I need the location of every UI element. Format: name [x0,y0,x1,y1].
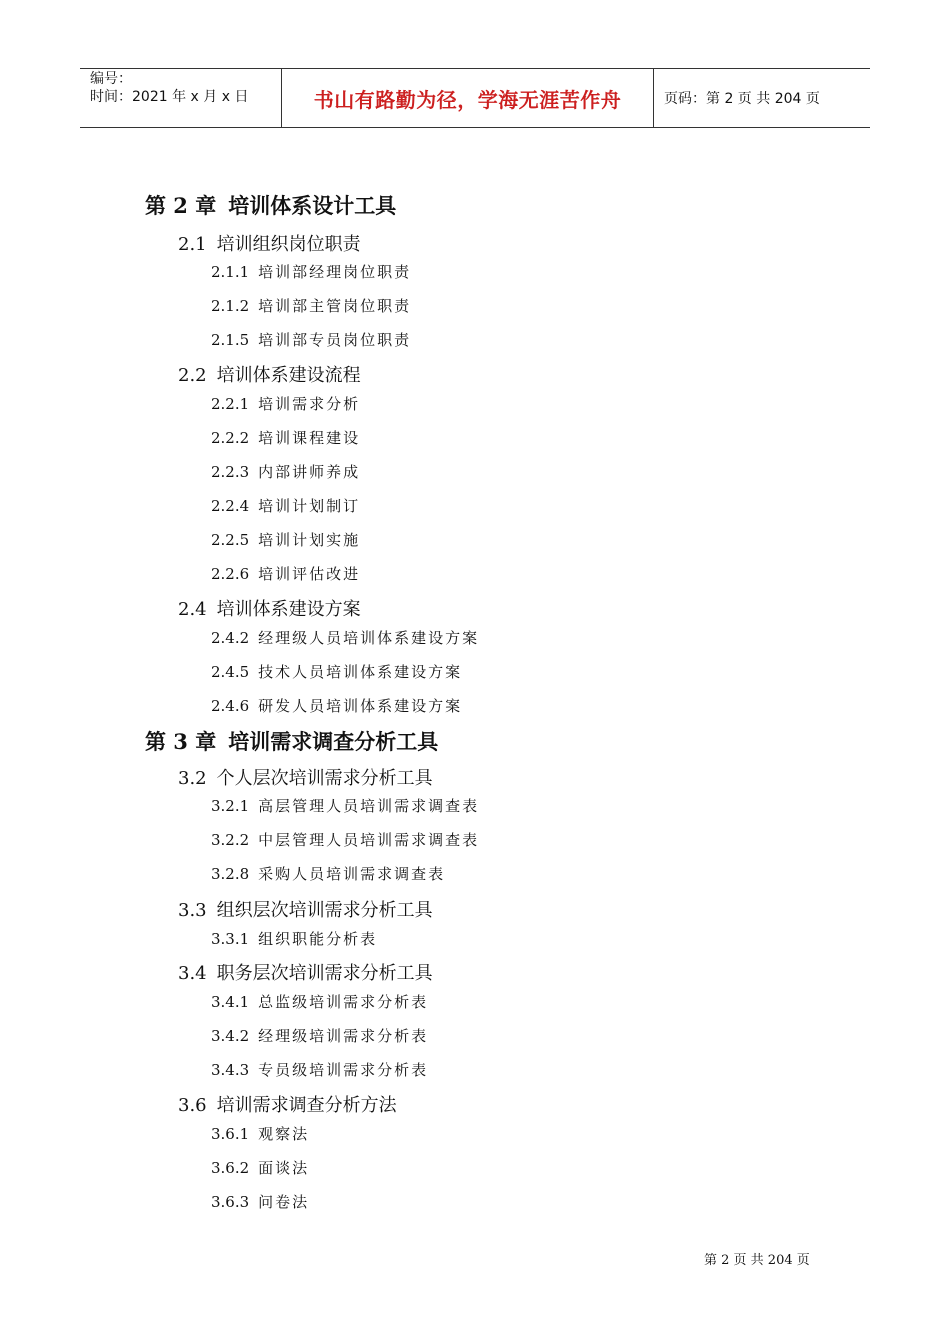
subsection-entry [211,863,445,884]
section-heading [178,595,361,621]
document-time-label: 时间：2021 年 x 月 x 日 [90,89,249,105]
subsection-entry-title: 高层管理人员培训需求调查表 [258,797,480,815]
subsection-entry-title: 总监级培训需求分析表 [258,993,429,1011]
subsection-entry-title: 中层管理人员培训需求调查表 [258,831,480,849]
section-heading [178,361,361,387]
subsection-entry [211,529,360,550]
subsection-entry-number: 3.2.2 [211,831,250,849]
section-heading [178,230,361,256]
subsection-entry [211,261,411,282]
subsection-entry-number: 3.6.2 [211,1159,250,1177]
section-heading-title: 个人层次培训需求分析工具 [216,768,433,789]
motto-text: 书山有路勤为径，学海无涯苦作舟 [313,87,622,112]
subsection-entry-number: 3.4.2 [211,1027,250,1045]
subsection-entry-title: 培训计划制订 [258,497,361,515]
chapter-heading [145,190,396,220]
chapter-heading-title: 培训需求调查分析工具 [228,729,439,754]
subsection-entry-title: 采购人员培训需求调查表 [258,865,446,883]
subsection-entry-title: 培训需求分析 [258,395,361,413]
subsection-entry-title: 内部讲师养成 [258,463,361,481]
subsection-entry-number: 2.4.2 [211,629,250,647]
header-page-info [654,69,870,127]
subsection-entry-number: 2.2.1 [211,395,250,413]
subsection-entry-title: 培训计划实施 [258,531,361,549]
subsection-entry-title: 观察法 [258,1125,310,1143]
subsection-entry-title: 专员级培训需求分析表 [258,1061,429,1079]
subsection-entry-number: 2.2.4 [211,497,250,515]
subsection-entry-title: 技术人员培训体系建设方案 [258,663,463,681]
subsection-entry-number: 2.1.5 [211,331,250,349]
subsection-entry-title: 经理级培训需求分析表 [258,1027,429,1045]
subsection-entry [211,329,411,350]
chapter-heading-number: 第 2 章 [145,193,217,218]
chapter-heading-title: 培训体系设计工具 [228,193,397,218]
section-heading-number: 3.4 [178,963,207,984]
subsection-entry-number: 2.1.2 [211,297,250,315]
subsection-entry [211,695,462,716]
section-heading [178,959,433,985]
subsection-entry-number: 2.2.3 [211,463,250,481]
subsection-entry [211,829,479,850]
subsection-entry-number: 3.2.8 [211,865,250,883]
subsection-entry [211,1157,309,1178]
section-heading-title: 培训体系建设流程 [216,365,361,386]
subsection-entry [211,661,462,682]
chapter-heading [145,726,438,756]
section-heading-title: 培训需求调查分析方法 [216,1095,397,1116]
subsection-entry [211,1191,309,1212]
subsection-entry-title: 问卷法 [258,1193,310,1211]
page-info-text: 页码：第 2 页 共 204 页 [664,91,820,107]
subsection-entry-number: 2.2.5 [211,531,250,549]
subsection-entry [211,461,360,482]
header-motto [282,69,654,127]
page-header [80,68,870,128]
document-number-label: 编号： [90,71,132,87]
subsection-entry [211,627,479,648]
subsection-entry-title: 培训课程建设 [258,429,361,447]
subsection-entry-title: 面谈法 [258,1159,310,1177]
subsection-entry-number: 3.6.3 [211,1193,250,1211]
section-heading [178,764,433,790]
subsection-entry-number: 3.4.1 [211,993,250,1011]
section-heading-title: 培训体系建设方案 [216,599,361,620]
subsection-entry-number: 2.2.6 [211,565,250,583]
subsection-entry-number: 3.3.1 [211,930,250,948]
subsection-entry-number: 3.4.3 [211,1061,250,1079]
subsection-entry-title: 组织职能分析表 [258,930,378,948]
subsection-entry [211,393,360,414]
subsection-entry-title: 培训评估改进 [258,565,361,583]
section-heading-title: 组织层次培训需求分析工具 [216,900,433,921]
subsection-entry-title: 经理级人员培训体系建设方案 [258,629,480,647]
section-heading-number: 3.3 [178,900,207,921]
section-heading [178,1091,397,1117]
chapter-heading-number: 第 3 章 [145,729,217,754]
subsection-entry [211,427,360,448]
subsection-entry-number: 2.2.2 [211,429,250,447]
subsection-entry [211,495,360,516]
subsection-entry-title: 培训部经理岗位职责 [258,263,412,281]
section-heading-title: 培训组织岗位职责 [216,234,361,255]
subsection-entry [211,563,360,584]
section-heading-number: 2.2 [178,365,207,386]
subsection-entry [211,795,479,816]
section-heading-title: 职务层次培训需求分析工具 [216,963,433,984]
header-meta [80,69,282,127]
subsection-entry-number: 2.4.5 [211,663,250,681]
subsection-entry-number: 3.6.1 [211,1125,250,1143]
subsection-entry [211,991,428,1012]
subsection-entry-number: 2.4.6 [211,697,250,715]
subsection-entry-number: 3.2.1 [211,797,250,815]
subsection-entry [211,1025,428,1046]
subsection-entry [211,1123,309,1144]
subsection-entry [211,928,377,949]
subsection-entry-title: 研发人员培训体系建设方案 [258,697,463,715]
subsection-entry-title: 培训部专员岗位职责 [258,331,412,349]
subsection-entry [211,1059,428,1080]
section-heading [178,896,433,922]
section-heading-number: 3.2 [178,768,207,789]
subsection-entry-number: 2.1.1 [211,263,250,281]
subsection-entry [211,295,411,316]
section-heading-number: 3.6 [178,1095,207,1116]
section-heading-number: 2.4 [178,599,207,620]
subsection-entry-title: 培训部主管岗位职责 [258,297,412,315]
section-heading-number: 2.1 [178,234,207,255]
page-footer: 第 2 页 共 204 页 [704,1253,810,1268]
